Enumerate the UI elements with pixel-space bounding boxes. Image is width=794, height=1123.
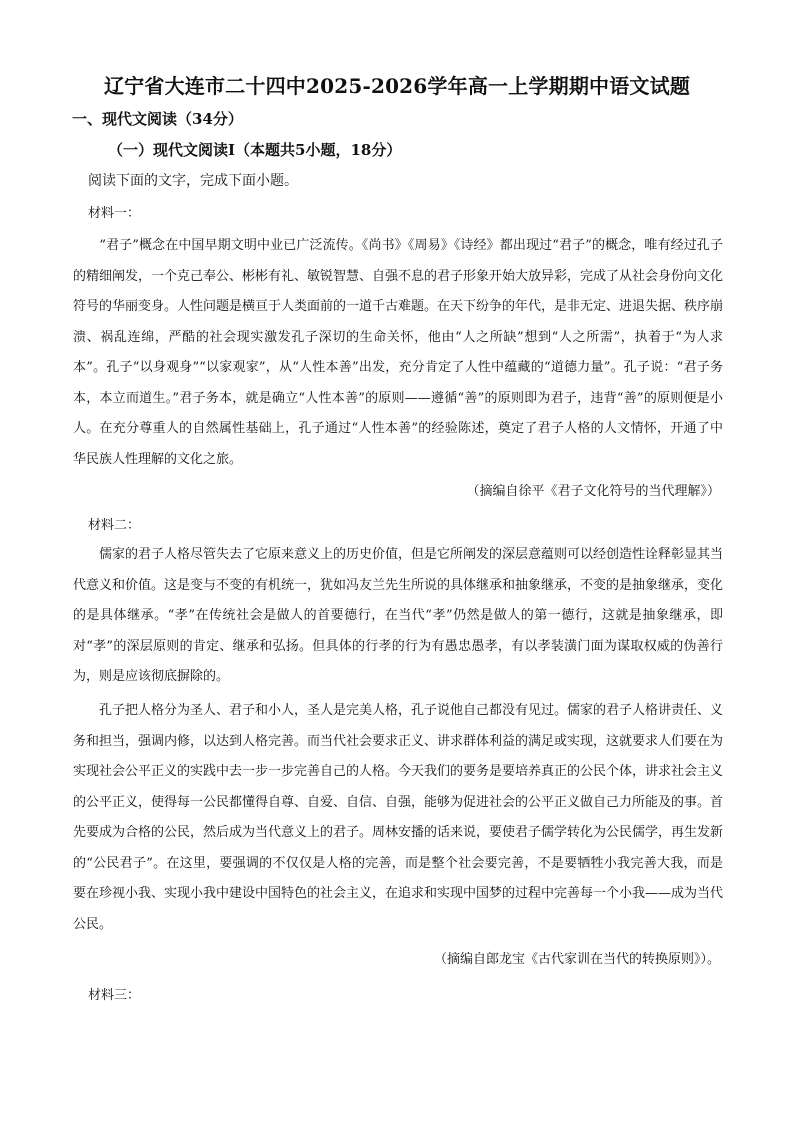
material-one-paragraph: “君子”概念在中国早期文明中业已广泛流传。《尚书》《周易》《诗经》都出现过“君子”的概念，唯有经过孔子的精细阐发，一个克己奉公、彬彬有礼、敏锐智慧、自强不息的君子形象开始大放异彩，完成了从社会身份向文化符号的华丽变身。人性问题是横亘于人类面前的一道千古难题。在天下纷争的年代，是非无定、进退失据、秩序崩溃、祸乱连绵，严酷的社会现实激发孔子深切的生命关怀，他由“人之所缺”想到“人之所需”，执着于“为人求本”。孔子“以身观身”“以家观家”，从“人性本善”出发，充分肯定了人性中蕴藏的“道德力量”。孔子说：“君子务本，本立而道生。”君子务本，就是确立“人性本善”的原则——遵循“善”的原则即为君子，违背“善”的原则便是小人。在充分尊重人的自然属性基础上，孔子通过“人性本善”的经验陈述，奠定了君子人格的人文情怀，开通了中华民族人性理解的文化之旅。 (73, 238, 724, 467)
material-two-source: （摘编自郎龙宝《古代家训在当代的转换原则》）。 (433, 952, 720, 967)
material-two-paragraph-one: 儒家的君子人格尽管失去了它原来意义上的历史价值，但是它所阐发的深层意蕴则可以经创造性诠释彰显其当代意义和价值。这是变与不变的有机统一，犹如冯友兰先生所说的具体继承和抽象继承，不变的是抽象继承，变化的是具体继承。“孝”在传统社会是做人的首要德行，在当代“孝”仍然是做人的第一德行，这就是抽象继承，即对“孝”的深层原则的肯定、继承和弘扬。但具体的行孝的行为有愚忠愚孝，有以孝装潢门面为谋取权威的伪善行为，则是应该彻底摒除的。 (73, 547, 724, 684)
subsection-heading: （一）现代文阅读Ⅰ（本题共5小题，18分） (108, 141, 402, 159)
reading-instruction: 阅读下面的文字，完成下面小题。 (88, 173, 298, 189)
section-heading: 一、现代文阅读（34分） (72, 110, 243, 128)
material-two-label: 材料二： (88, 518, 141, 533)
material-one-label: 材料一： (88, 206, 141, 221)
document-title: 辽宁省大连市二十四中2025-2026学年高一上学期期中语文试题 (103, 74, 691, 98)
material-two-paragraph-two: 孔子把人格分为圣人、君子和小人，圣人是完美人格，孔子说他自己都没有见过。儒家的君子人格讲责任、义务和担当，强调内修，以达到人格完善。而当代社会要求正义、讲求群体利益的满足或实现，这就要求人们要在为实现社会公平正义的实践中去一步一步完善自己的人格。今天我们的要务是要培养真正的公民个体，讲求社会主义的公平正义，使得每一公民都懂得自尊、自爱、自信、自强，能够为促进社会的公平正义做自己力所能及的事。首先要成为合格的公民，然后成为当代意义上的君子。周林安播的话来说，要使君子儒学转化为公民儒学，再生发新的“公民君子”。在这里，要强调的不仅仅是人格的完善，而是整个社会要完善，不是要牺牲小我完善大我，而是要在珍视小我、实现小我中建设中国特色的社会主义，在追求和实现中国梦的过程中完善每一个小我——成为当代公民。 (73, 703, 724, 932)
material-three-label: 材料三： (88, 988, 141, 1003)
material-one-source: （摘编自徐平《君子文化符号的当代理解》） (466, 484, 720, 499)
